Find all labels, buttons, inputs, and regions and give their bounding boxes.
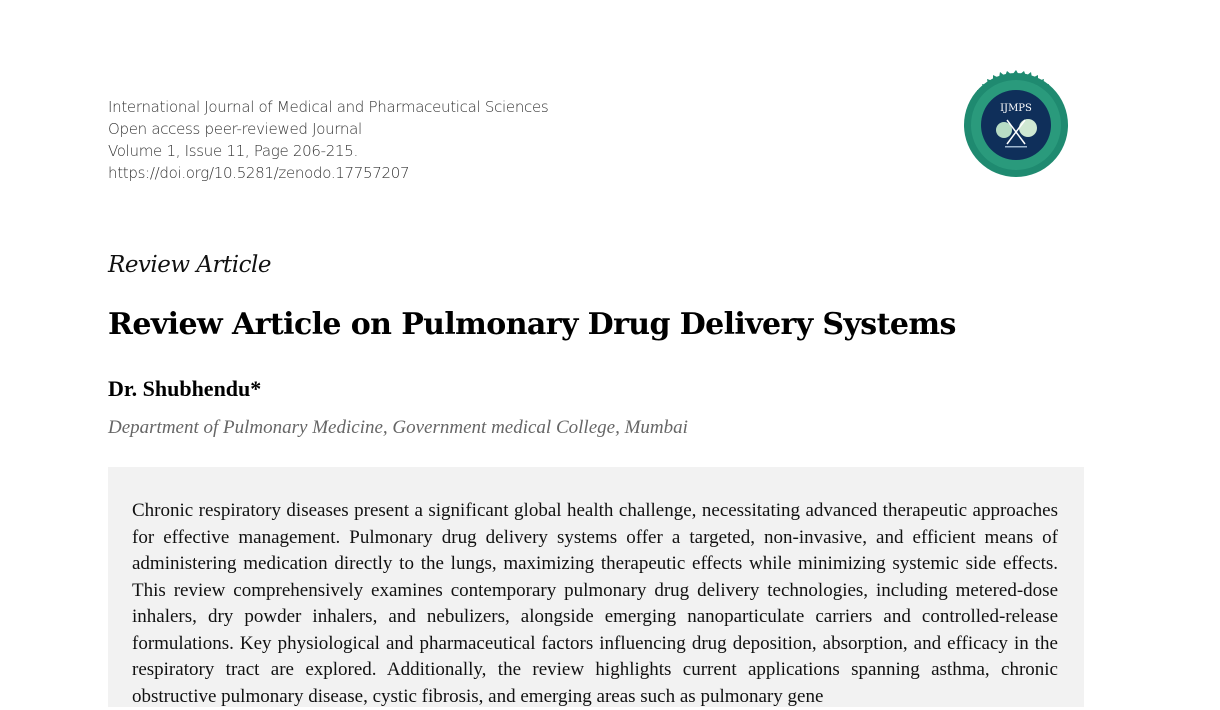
journal-logo-icon [961,70,1071,180]
svg-text:IJMPS: IJMPS [1000,103,1032,114]
abstract-box [108,467,1084,707]
article-type-label: Review Article [108,252,271,278]
journal-access: Open access peer-reviewed Journal [108,120,362,138]
abstract-text: Chronic respiratory diseases present a significant global health challenge, necessitating advanced therapeutic approaches for effective management. Pulmonary drug delivery systems offer a targeted, non-invasive, and efficient means of administering medication directly to the lungs, maximizing therapeutic effects while minimizing systemic side effects. This review comprehensively examines contemporary pulmonary drug delivery technologies, including metered-dose inhalers, dry powder inhalers, and nebulizers, alongside emerging nanoparticulate carriers and controlled-release formulations. Key physiological and pharmaceutical factors influencing drug deposition, absorption, and efficacy in the respiratory tract are explored. Additionally, the review highlights current applications spanning asthma, chronic obstructive pulmonary disease, cystic fibrosis, and emerging areas such as pulmonary gene [132,500,1058,707]
journal-info [108,96,548,184]
article-title: Review Article on Pulmonary Drug Delivery Systems [108,307,956,342]
journal-doi-link[interactable]: https://doi.org/10.5281/zenodo.17757207 [108,164,410,182]
author-name: Dr. Shubhendu* [108,376,262,401]
journal-volume: Volume 1, Issue 11, Page 206-215. [108,142,358,160]
author-affiliation: Department of Pulmonary Medicine, Government medical College, Mumbai [108,417,688,438]
journal-name: International Journal of Medical and Pharmaceutical Sciences [108,98,549,116]
